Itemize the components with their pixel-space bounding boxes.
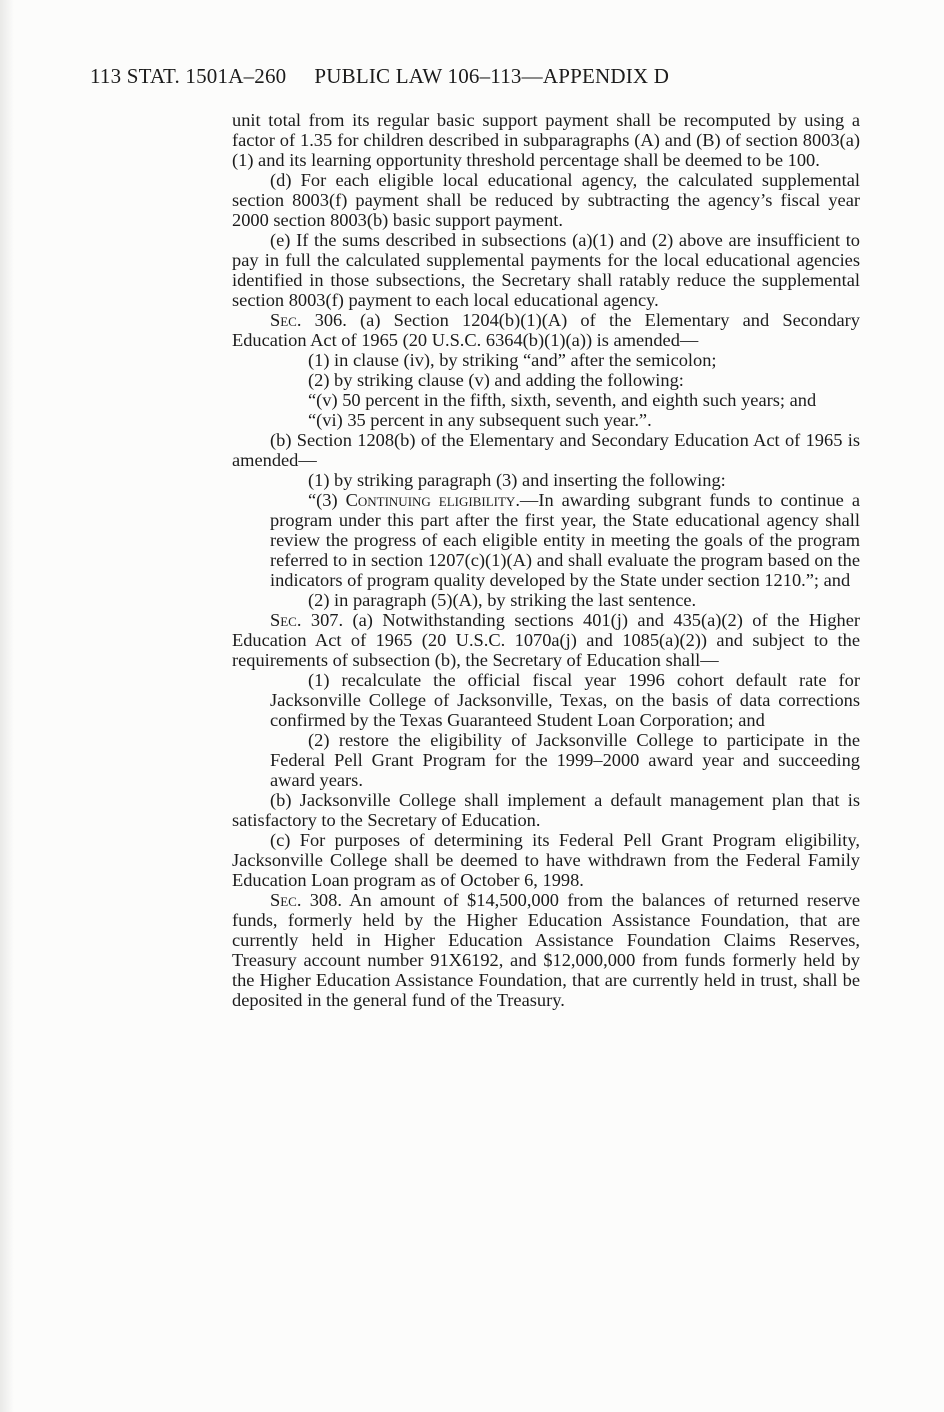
- section-306: [232, 310, 860, 350]
- page-header: [90, 64, 669, 89]
- section-307: [232, 610, 860, 670]
- list-item: (1) in clause (iv), by striking “and” after the semicolon;: [308, 350, 717, 370]
- quoted-clause: “(v) 50 percent in the fifth, sixth, seventh, and eighth such years; and: [308, 390, 817, 410]
- quote-text: .—In awarding subgrant funds to continue a program under this part after the first year, the State educational agency shall review the progress of each eligible entity in meeting the goals of the program referred to in section 1207(c)(1)(A) and shall evaluate the program based on the indicators of program quality developed by the State under section 1210.”; and: [270, 490, 860, 590]
- list-item: (2) restore the eligibility of Jacksonville College to participate in the Federal Pell Grant Program for the 1999–2000 award year and succeeding award years.: [270, 730, 860, 790]
- scan-edge-shadow: [0, 0, 14, 1412]
- section-label: Sec.: [270, 890, 302, 910]
- paragraph-307-b: (b) Jacksonville College shall implement a default management plan that is satisfactory to the Secretary of Education.: [232, 790, 860, 830]
- section-text: 308. An amount of $14,500,000 from the balances of returned reserve funds, formerly held by the Higher Education Assistance Foundation, that are currently held in Higher Education Assistance Foundation Claims Reserves, Treasury account number 91X6192, and $12,000,000 from funds formerly held by the Higher Education Assistance Foundation, that are currently held in trust, shall be deposited in the general fund of the Treasury.: [232, 890, 860, 1010]
- list-item: (2) by striking clause (v) and adding the following:: [308, 370, 684, 390]
- list-item: (1) by striking paragraph (3) and inserting the following:: [308, 470, 726, 490]
- paragraph-307-c: (c) For purposes of determining its Federal Pell Grant Program eligibility, Jacksonville College shall be deemed to have withdrawn from the Federal Family Education Loan program as of October 6, 1998.: [232, 830, 860, 890]
- paragraph-d: (d) For each eligible local educational agency, the calculated supplemental section 8003(f) payment shall be reduced by subtracting the agency’s fiscal year 2000 section 8003(b) basic support payment.: [232, 170, 860, 230]
- statute-citation: 113 STAT. 1501A–260: [90, 64, 287, 88]
- paragraph-continuation: unit total from its regular basic support payment shall be recomputed by using a factor of 1.35 for children described in subparagraphs (A) and (B) of section 8003(a)(1) and its learning opportunity threshold percentage shall be deemed to be 100.: [232, 110, 860, 170]
- section-308: [232, 890, 860, 1010]
- section-label: Sec.: [270, 610, 302, 630]
- section-text: 306. (a) Section 1204(b)(1)(A) of the Elementary and Secondary Education Act of 1965 (20 U.S.C. 6364(b)(1)(a)) is amended—: [232, 310, 860, 350]
- document-body: [232, 110, 860, 1010]
- list-item: (1) recalculate the official fiscal year 1996 cohort default rate for Jacksonville College of Jacksonville, Texas, on the basis of data corrections confirmed by the Texas Guaranteed Student Loan Corporation; and: [270, 670, 860, 730]
- section-label: Sec.: [270, 310, 302, 330]
- quoted-continuing-eligibility: [232, 490, 860, 590]
- quote-heading: Continuing eligibility: [345, 490, 516, 510]
- quote-prefix: “(3): [308, 490, 346, 510]
- paragraph-306-b: (b) Section 1208(b) of the Elementary and Secondary Education Act of 1965 is amended—: [232, 430, 860, 470]
- quoted-clause: “(vi) 35 percent in any subsequent such year.”.: [308, 410, 652, 430]
- list-item: (2) in paragraph (5)(A), by striking the last sentence.: [308, 590, 697, 610]
- law-title: PUBLIC LAW 106–113—APPENDIX D: [314, 64, 670, 88]
- section-text: 307. (a) Notwithstanding sections 401(j) and 435(a)(2) of the Higher Education Act of 1965 (20 U.S.C. 1070a(j) and 1085(a)(2)) and subject to the requirements of subsection (b), the Secretary of Education shall—: [232, 610, 860, 670]
- paragraph-e: (e) If the sums described in subsections (a)(1) and (2) above are insufficient to pay in full the calculated supplemental payments for the local educational agencies identified in those subsections, the Secretary shall ratably reduce the supplemental section 8003(f) payment to each local educational agency.: [232, 230, 860, 310]
